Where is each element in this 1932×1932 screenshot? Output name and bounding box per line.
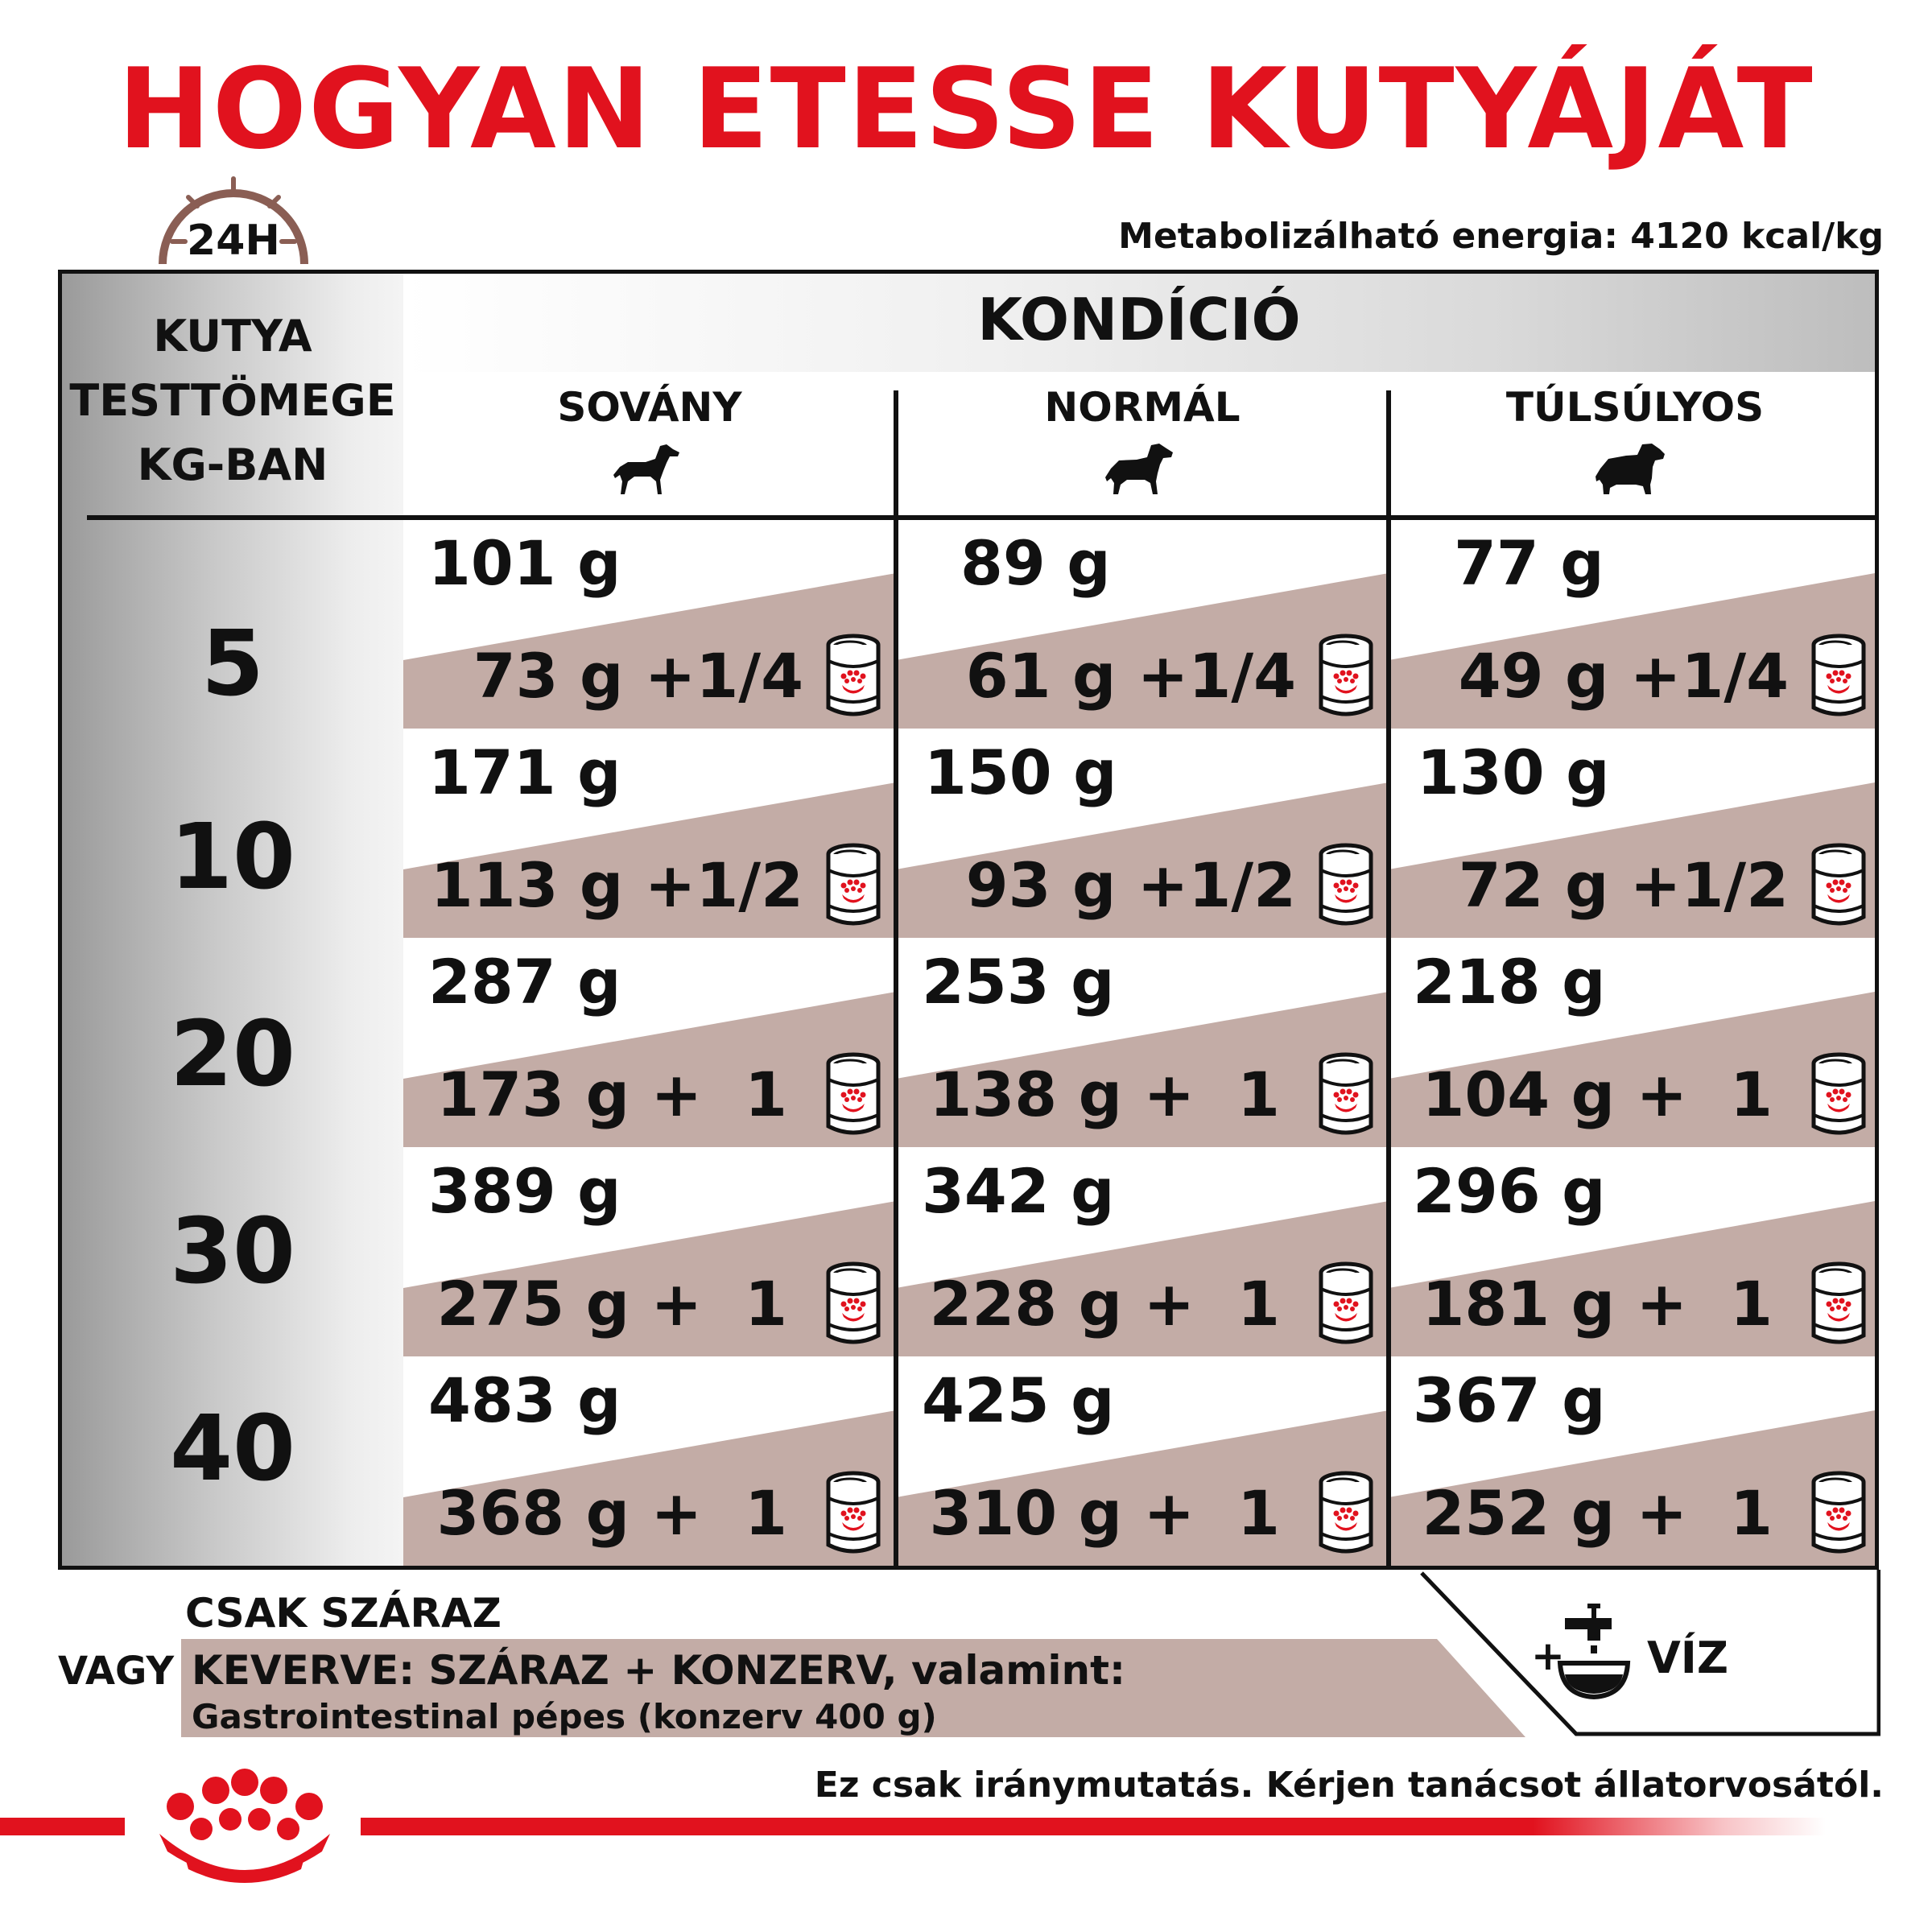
dry-10-lean: 171 g (428, 737, 621, 808)
can-icon (824, 632, 882, 719)
can-icon (824, 1469, 882, 1556)
dog-lean-icon (610, 441, 683, 497)
legend-mixed-title: KEVERVE: SZÁRAZ + KONZERV, valamint: (192, 1647, 1125, 1694)
condition-normal: NORMÁL (1044, 384, 1241, 431)
can-icon (1317, 1260, 1375, 1347)
mix-5-overweight: 49 g +1/4 (1458, 640, 1789, 712)
condition-header: KONDÍCIÓ (977, 286, 1301, 353)
dry-20-lean: 287 g (428, 946, 621, 1018)
mix-20-overweight: 104 g + 1 (1422, 1059, 1773, 1130)
dry-40-normal: 425 g (922, 1364, 1115, 1436)
mix-20-lean: 173 g + 1 (436, 1059, 787, 1130)
can-icon (1317, 841, 1375, 928)
clock-icon (153, 161, 314, 278)
column-divider-2 (1386, 390, 1391, 1566)
water-label: VÍZ (1647, 1633, 1729, 1683)
dry-40-overweight: 367 g (1413, 1364, 1606, 1436)
mix-10-overweight: 72 g +1/2 (1458, 849, 1789, 921)
tap-bowl-icon (1555, 1600, 1633, 1703)
condition-lean: SOVÁNY (557, 384, 742, 431)
dry-5-normal: 89 g (960, 527, 1111, 599)
dry-40-lean: 483 g (428, 1364, 621, 1436)
dog-overweight-icon (1594, 441, 1666, 497)
weight-30: 30 (170, 1199, 295, 1304)
can-icon (1810, 1469, 1868, 1556)
can-icon (824, 1260, 882, 1347)
legend-only-dry: CSAK SZÁRAZ (185, 1590, 502, 1637)
can-icon (1317, 1469, 1375, 1556)
condition-overweight: TÚLSÚLYOS (1505, 384, 1765, 431)
mix-5-lean: 73 g +1/4 (473, 640, 803, 712)
disclaimer: Ez csak iránymutatás. Kérjen tanácsot állatorvosától. (814, 1765, 1884, 1806)
can-icon (824, 1051, 882, 1137)
dry-10-overweight: 130 g (1417, 737, 1610, 808)
column-divider-1 (894, 390, 898, 1566)
weight-10: 10 (170, 805, 295, 910)
mix-30-overweight: 181 g + 1 (1422, 1268, 1773, 1340)
energy-info: Metabolizálható energia: 4120 kcal/kg (1118, 216, 1884, 257)
dry-5-lean: 101 g (428, 527, 621, 599)
mix-10-lean: 113 g +1/2 (430, 849, 803, 921)
mix-40-lean: 368 g + 1 (436, 1477, 787, 1549)
dry-10-normal: 150 g (924, 737, 1117, 808)
weight-20: 20 (170, 1002, 295, 1107)
dry-30-normal: 342 g (922, 1155, 1115, 1227)
can-icon (1810, 632, 1868, 719)
clock-label: 24H (187, 217, 280, 265)
brand-line-left (0, 1818, 125, 1835)
mix-20-normal: 138 g + 1 (929, 1059, 1280, 1130)
dry-30-overweight: 296 g (1413, 1155, 1606, 1227)
page-title: HOGYAN ETESSE KUTYÁJÁT (118, 44, 1814, 174)
header-divider (87, 515, 1879, 520)
can-icon (1810, 841, 1868, 928)
weight-5: 5 (201, 612, 264, 716)
can-icon (1317, 632, 1375, 719)
dry-20-overweight: 218 g (1413, 946, 1606, 1018)
water-plus: + (1531, 1633, 1565, 1679)
brand-line-right (361, 1818, 1826, 1835)
mix-10-normal: 93 g +1/2 (965, 849, 1296, 921)
can-icon (1810, 1260, 1868, 1347)
legend-mixed-subtitle: Gastrointestinal pépes (konzerv 400 g) (192, 1697, 937, 1736)
dog-normal-icon (1103, 441, 1175, 497)
mix-40-overweight: 252 g + 1 (1422, 1477, 1773, 1549)
dry-5-overweight: 77 g (1454, 527, 1604, 599)
can-icon (1317, 1051, 1375, 1137)
mix-40-normal: 310 g + 1 (929, 1477, 1280, 1549)
crown-logo (135, 1768, 353, 1889)
mix-30-lean: 275 g + 1 (436, 1268, 787, 1340)
mix-30-normal: 228 g + 1 (929, 1268, 1280, 1340)
mix-5-normal: 61 g +1/4 (965, 640, 1296, 712)
can-icon (824, 841, 882, 928)
weight-40: 40 (170, 1397, 295, 1501)
legend-or: VAGY (58, 1649, 175, 1694)
dry-20-normal: 253 g (922, 946, 1115, 1018)
can-icon (1810, 1051, 1868, 1137)
weight-column-header: KUTYA TESTTÖMEGE KG-BAN (69, 311, 396, 490)
dry-30-lean: 389 g (428, 1155, 621, 1227)
